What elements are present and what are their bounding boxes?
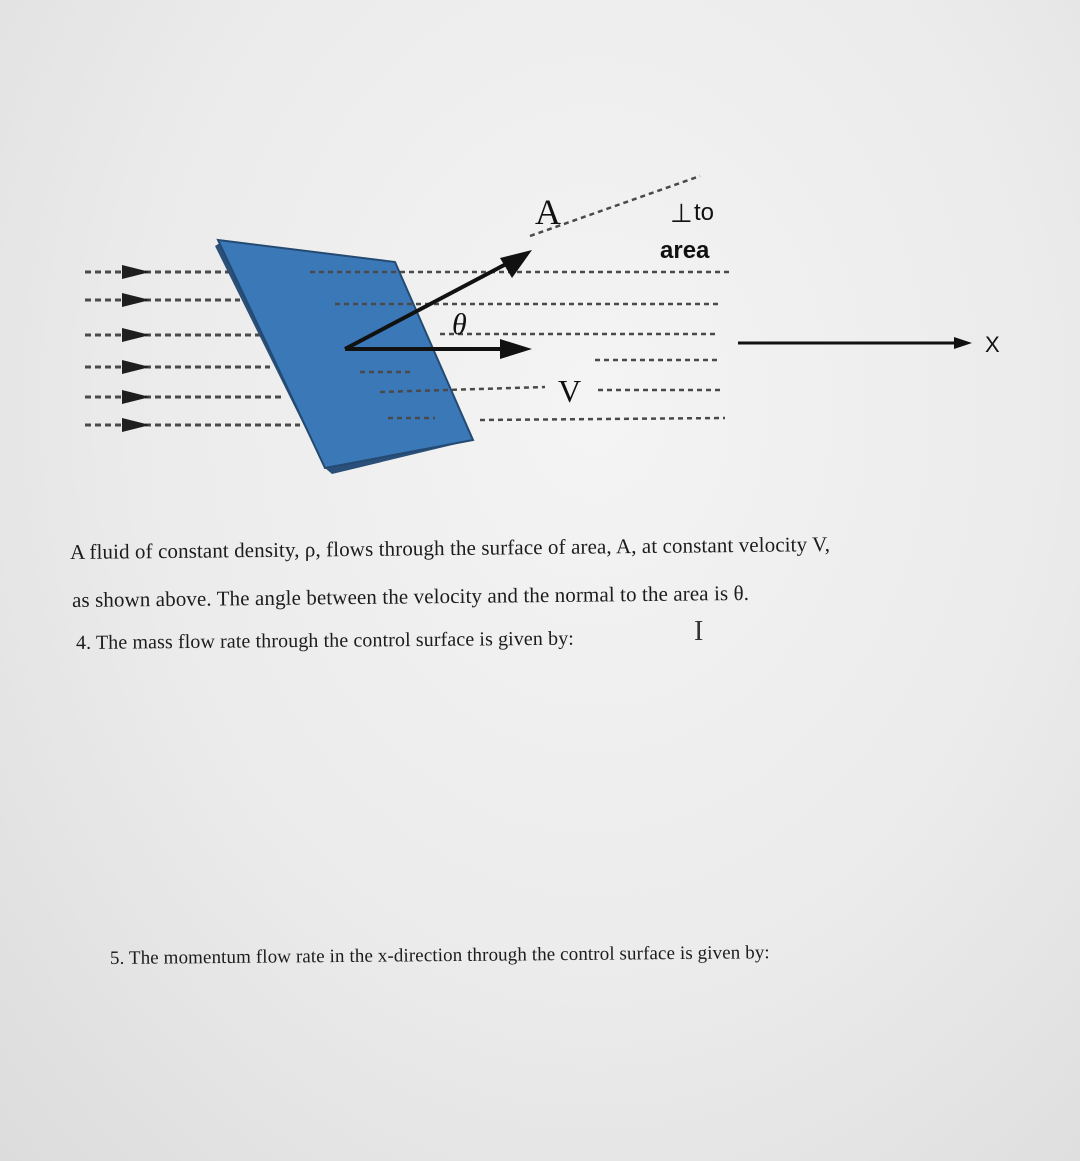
text-cursor-icon: I <box>694 616 704 647</box>
flow-diagram <box>0 0 1080 520</box>
normal-symbol-label: ⊥ <box>670 198 693 228</box>
area-vector-label: A <box>535 192 561 232</box>
x-axis-arrow <box>738 337 972 349</box>
streamline-arrowheads <box>122 265 150 432</box>
flow-diagram-svg <box>0 0 1080 520</box>
question-4: 4. The mass flow rate through the control surface is given by: <box>75 627 575 654</box>
normal-area-label: area <box>660 237 710 264</box>
problem-statement-line-2: as shown above. The angle between the velocity and the normal to the area is θ. <box>71 580 750 612</box>
angle-label: θ <box>452 308 467 341</box>
surface-plate <box>215 240 473 474</box>
x-axis-label: X <box>985 332 1000 357</box>
normal-to-label: to <box>694 199 715 226</box>
problem-statement-line-1: A fluid of constant density, ρ, flows through the surface of area, A, at constant velocity V, <box>69 532 831 564</box>
velocity-label: V <box>558 373 582 409</box>
question-5: 5. The momentum flow rate in the x-direction through the control surface is given by: <box>109 942 770 969</box>
